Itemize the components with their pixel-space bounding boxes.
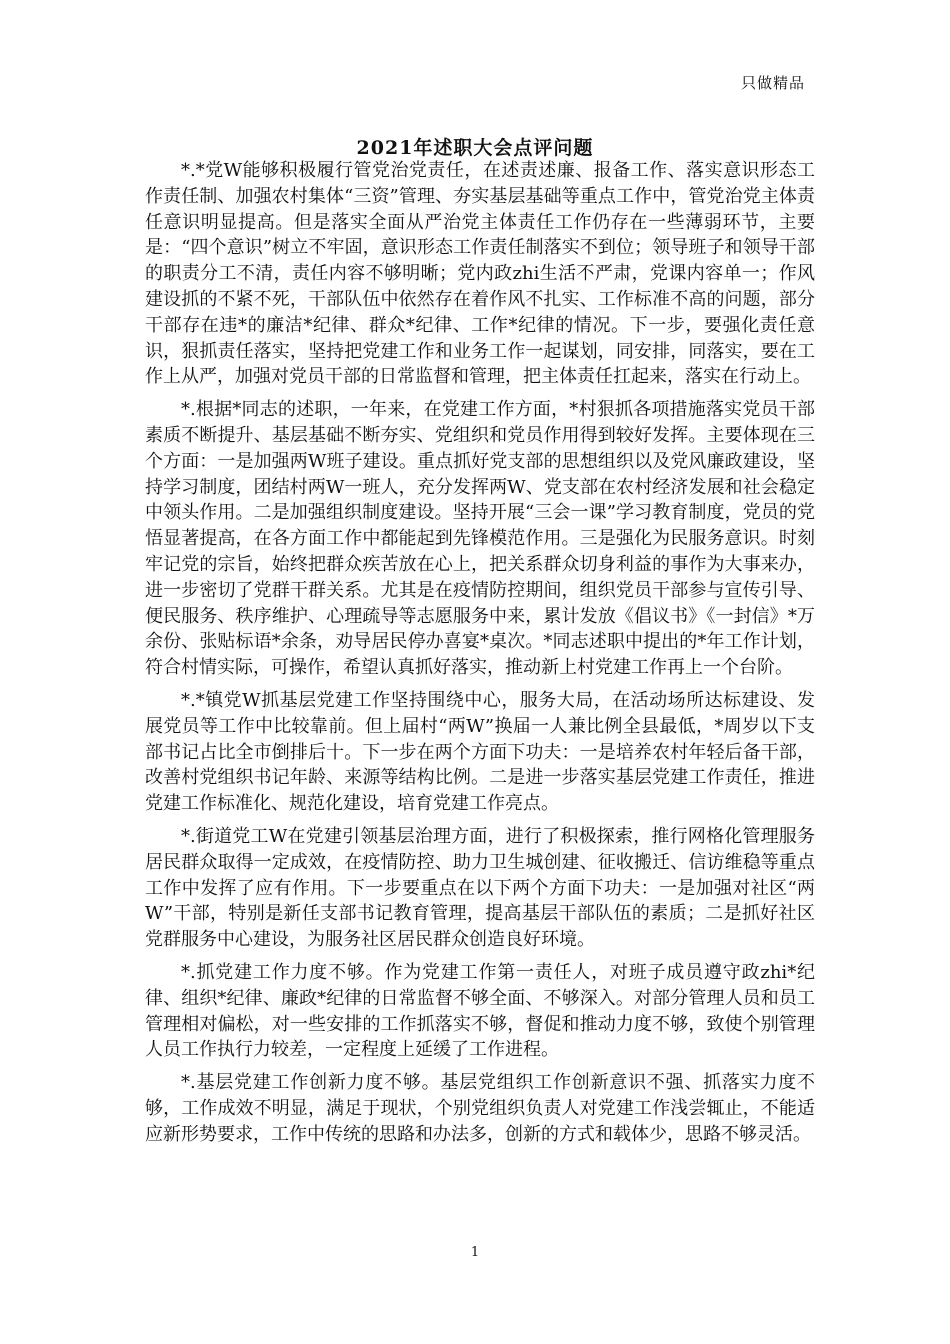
paragraph-1: *.*党W能够积极履行管党治党责任，在述责述廉、报备工作、落实意识形态工作责任制、加强农村集体“三资”管理、夯实基层基础等重点工作中，管党治党主体责任意识明显提高。但是落实全面从严治党主体责任工作仍存在一些薄弱环节，主要是：“四个意识”树立不牢固，意识形态工作责任制落实不到位；领导班子和领导干部的职责分工不清，责任内容不够明晰；党内政zhi生活不严肃，党课内容单一；作风建设抓的不紧不死，干部队伍中依然存在着作风不扎实、工作标准不高的问题，部分干部存在违*的廉洁*纪律、群众*纪律、工作*纪律的情况。下一步，要强化责任意识，狠抓责任落实，坚持把党建工作和业务工作一起谋划，同安排，同落实，要在工作上从严，加强对党员干部的日常监督和管理，把主体责任扛起来，落实在行动上。	[145, 160, 815, 388]
header-note: 只做精品	[740, 74, 805, 92]
paragraph-3: *.*镇党W抓基层党建工作坚持围绕中心，服务大局，在活动场所达标建设、发展党员等工作中比较靠前。但上届村“两W”换届一人兼比例全县最低，*周岁以下支部书记占比全市倒排后十。下一步在两个方面下功夫：一是培养农村年轻后备干部，改善村党组织书记年龄、来源等结构比例。二是进一步落实基层党建工作责任，推进党建工作标准化、规范化建设，培育党建工作亮点。	[145, 689, 815, 815]
paragraph-2: *.根据*同志的述职，一年来，在党建工作方面，*村狠抓各项措施落实党员干部素质不断提升、基层基础不断夯实、党组织和党员作用得到较好发挥。主要体现在三个方面：一是加强两W班子建设。重点抓好党支部的思想组织以及党风廉政建设，坚持学习制度，团结村两W一班人，充分发挥两W、党支部在农村经济发展和社会稳定中领头作用。二是加强组织制度建设。坚持开展“三会一课”学习教育制度，党员的党悟显著提高，在各方面工作中都能起到先锋模范作用。三是强化为民服务意识。时刻牢记党的宗旨，始终把群众疾苦放在心上，把关系群众切身利益的事作为大事来办，进一步密切了党群干群关系。尤其是在疫情防控期间，组织党员干部参与宣传引导、便民服务、秩序维护、心理疏导等志愿服务中来，累计发放《倡议书》《一封信》*万余份、张贴标语*余条，劝导居民停办喜宴*桌次。*同志述职中提出的*年工作计划，符合村情实际，可操作，希望认真抓好落实，推动新上村党建工作再上一个台阶。	[145, 399, 815, 679]
paragraph-6: *.基层党建工作创新力度不够。基层党组织工作创新意识不强、抓落实力度不够，工作成效不明显，满足于现状，个别党组织负责人对党建工作浅尝辄止，不能适应新形势要求，工作中传统的思路和办法多，创新的方式和载体少，思路不够灵活。	[145, 1072, 815, 1145]
document-body	[145, 158, 815, 1154]
page-number: 1	[470, 1245, 480, 1260]
paragraph-5: *.抓党建工作力度不够。作为党建工作第一责任人，对班子成员遵守政zhi*纪律、组织*纪律、廉政*纪律的日常监督不够全面、不够深入。对部分管理人员和员工管理相对偏松，对一些安排的工作抓落实不够，督促和推动力度不够，致使个别管理人员工作执行力较差，一定程度上延缓了工作进程。	[145, 961, 815, 1061]
paragraph-4: *.街道党工W在党建引领基层治理方面，进行了积极探索，推行网格化管理服务居民群众取得一定成效，在疫情防控、助力卫生城创建、征收搬迁、信访维稳等重点工作中发挥了应有作用。下一步要重点在以下两个方面下功夫：一是加强对社区“两W”干部，特别是新任支部书记教育管理，提高基层干部队伍的素质；二是抓好社区党群服务中心建设，为服务社区居民群众创造良好环境。	[145, 825, 815, 951]
document-title: 2021年述职大会点评问题	[356, 137, 594, 159]
